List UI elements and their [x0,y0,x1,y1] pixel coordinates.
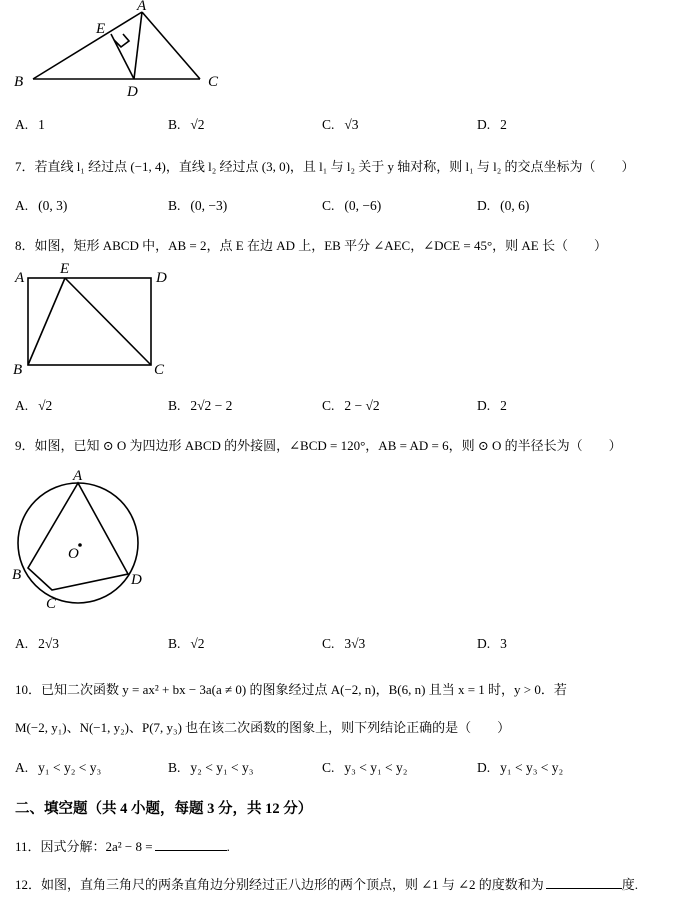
q10-option-a: A. y₁ < y₂ < y₃ [15,760,102,775]
label-O: O [68,546,79,562]
label-A: A [15,270,25,286]
circle-figure [0,462,200,617]
q10-question-line2: M(−2, y₁)、N(−1, y₂)、P(7, y₃) 也在该二次函数的图象上，则下列结论正确的是（ ） [15,720,511,735]
label-A: A [73,468,83,484]
q10-option-b: B. y₂ < y₁ < y₃ [168,760,254,775]
q9-option-c: C. 3√3 [322,636,366,651]
q9-option-d: D. 3 [477,636,507,651]
label-E: E [60,261,70,277]
q10-option-c: C. y₃ < y₁ < y₂ [322,760,408,775]
q6-option-d: D. 2 [477,117,507,132]
label-E: E [96,21,106,37]
q6-option-a: A. 1 [15,117,45,132]
label-D: D [156,270,167,286]
answer-blank[interactable] [546,876,622,889]
q7-option-b: B. (0, −3) [168,198,228,213]
q7-question: 7．若直线 l₁ 经过点 (−1, 4)，直线 l₂ 经过点 (3, 0)，且 l₁ 与 l₂ 关于 y 轴对称，则 l₁ 与 l₂ 的交点坐标为（ ） [15,159,635,174]
label-C: C [46,596,57,612]
label-C: C [208,74,219,90]
q11-question: 11．因式分解：2a² − 8 = . [15,839,230,854]
q9-option-b: B. √2 [168,636,205,651]
q7-option-d: D. (0, 6) [477,198,530,213]
rectangle-figure [0,258,200,383]
q12-question: 12．如图，直角三角尺的两条直角边分别经过正八边形的两个顶点，则 ∠1 与 ∠2 的度数和为 度. [15,877,639,892]
label-B: B [12,567,22,583]
label-D: D [127,84,138,100]
label-D: D [131,572,142,588]
label-A: A [137,0,147,14]
answer-blank[interactable] [155,838,227,851]
q8-option-d: D. 2 [477,398,507,413]
label-B: B [14,74,24,90]
triangle-figure [0,0,240,100]
q7-option-a: A. (0, 3) [15,198,68,213]
q7-option-c: C. (0, −6) [322,198,382,213]
q9-option-a: A. 2√3 [15,636,60,651]
label-C: C [154,362,165,378]
section-heading: 二、填空题（共 4 小题，每题 3 分，共 12 分） [15,801,313,817]
q8-option-b: B. 2√2 − 2 [168,398,233,413]
q9-question: 9．如图，已知 ⊙ O 为四边形 ABCD 的外接圆，∠BCD = 120°，AB = AD = 6，则 ⊙ O 的半径长为（ ） [15,438,622,453]
q8-option-a: A. √2 [15,398,53,413]
q10-option-d: D. y₁ < y₃ < y₂ [477,760,564,775]
q6-option-c: C. √3 [322,117,359,132]
q8-question: 8．如图，矩形 ABCD 中，AB = 2，点 E 在边 AD 上，EB 平分 ∠AEC，∠DCE = 45°，则 AE 长（ ） [15,238,607,253]
q10-question-line1: 10．已知二次函数 y = ax² + bx − 3a(a ≠ 0) 的图象经过点 A(−2, n)，B(6, n) 且当 x = 1 时，y > 0．若 [15,682,567,697]
label-B: B [13,362,23,378]
q8-option-c: C. 2 − √2 [322,398,380,413]
q6-option-b: B. √2 [168,117,205,132]
